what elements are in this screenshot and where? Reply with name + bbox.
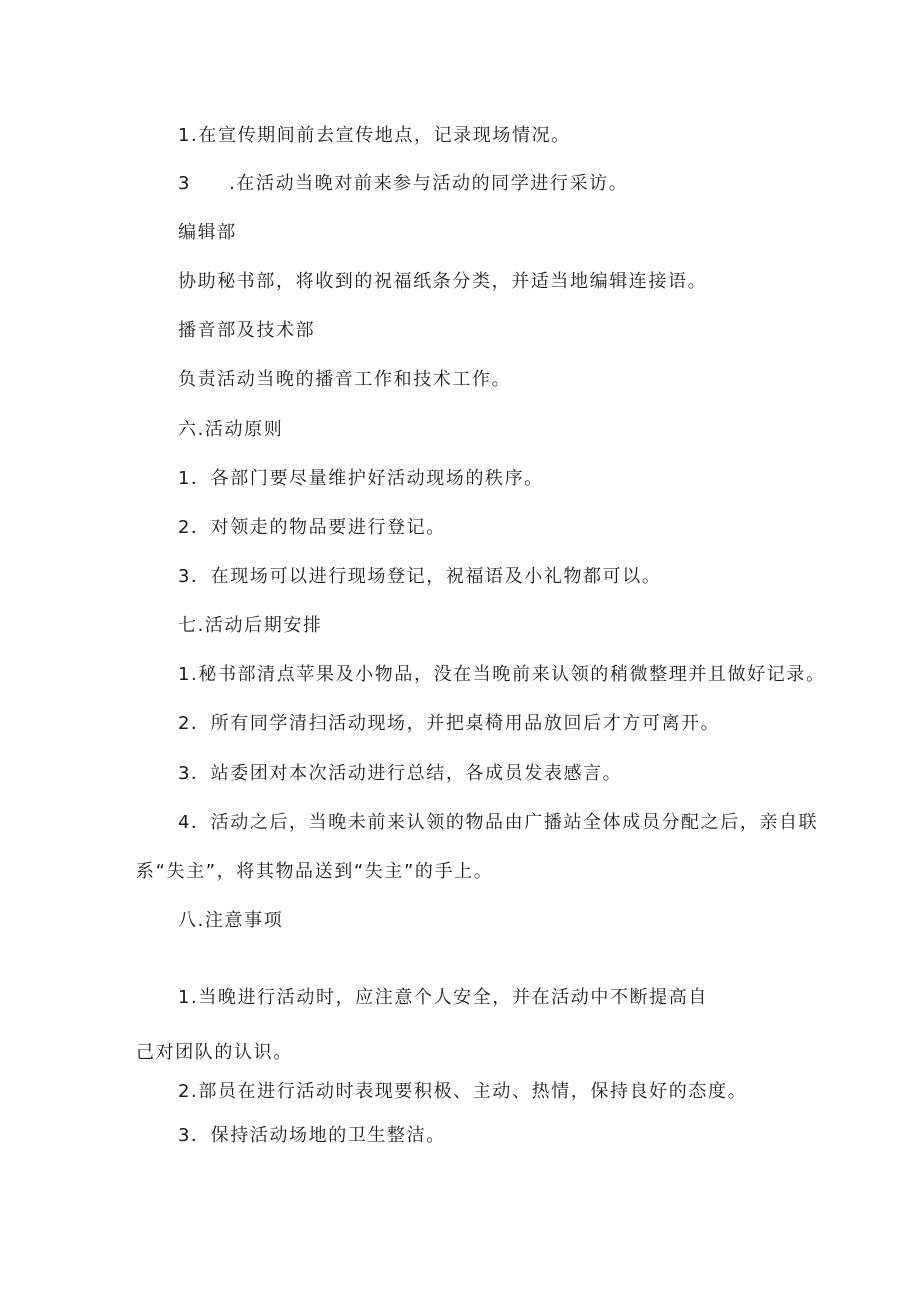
paragraph-editing-duty: 协助秘书部，将收到的祝福纸条分类，并适当地编辑连接语。 xyxy=(178,271,708,292)
list-item-followup-4: 4．活动之后，当晚未前来认领的物品由广播站全体成员分配之后，亲自联 xyxy=(178,812,819,833)
heading-editing-dept: 编辑部 xyxy=(178,222,237,243)
list-item-note-3: 3．保持活动场地的卫生整洁。 xyxy=(178,1125,446,1146)
paragraph-interview xyxy=(178,172,628,196)
list-item-principle-1: 1．各部门要尽量维护好活动现场的秩序。 xyxy=(178,468,544,489)
list-item-followup-4-continued: 系“失主”，将其物品送到“失主”的手上。 xyxy=(136,861,494,882)
item-number: 1. xyxy=(178,125,199,146)
list-item-note-2: 2.部员在进行活动时表现要积极、主动、热情，保持良好的态度。 xyxy=(178,1081,748,1102)
list-item-note-1-continued: 己对团队的认识。 xyxy=(136,1042,293,1063)
list-item-followup-3: 3．站委团对本次活动进行总结，各成员发表感言。 xyxy=(178,763,623,784)
heading-broadcast-tech-dept: 播音部及技术部 xyxy=(178,320,316,341)
list-item-followup-2: 2．所有同学清扫活动现场，并把桌椅用品放回后才方可离开。 xyxy=(178,713,721,734)
list-item-principle-2: 2．对领走的物品要进行登记。 xyxy=(178,517,446,538)
item-text: .在活动当晚对前来参与活动的同学进行采访。 xyxy=(229,173,629,194)
paragraph-publicity-record xyxy=(178,124,571,148)
list-item-principle-3: 3．在现场可以进行现场登记，祝福语及小礼物都可以。 xyxy=(178,566,662,587)
paragraph-broadcast-duty: 负责活动当晚的播音工作和技术工作。 xyxy=(178,369,512,390)
section-heading-notes: 八.注意事项 xyxy=(178,910,284,931)
section-heading-followup: 七.活动后期安排 xyxy=(178,615,323,636)
item-number: 3 xyxy=(178,173,192,194)
section-heading-principles: 六.活动原则 xyxy=(178,419,284,440)
item-text: 在宣传期间前去宣传地点，记录现场情况。 xyxy=(198,125,571,146)
list-item-followup-1: 1.秘书部清点苹果及小物品，没在当晚前来认领的稍微整理并且做好记录。 xyxy=(178,664,826,685)
list-item-note-1: 1.当晚进行活动时，应注意个人安全，并在活动中不断提高自 xyxy=(178,987,708,1008)
